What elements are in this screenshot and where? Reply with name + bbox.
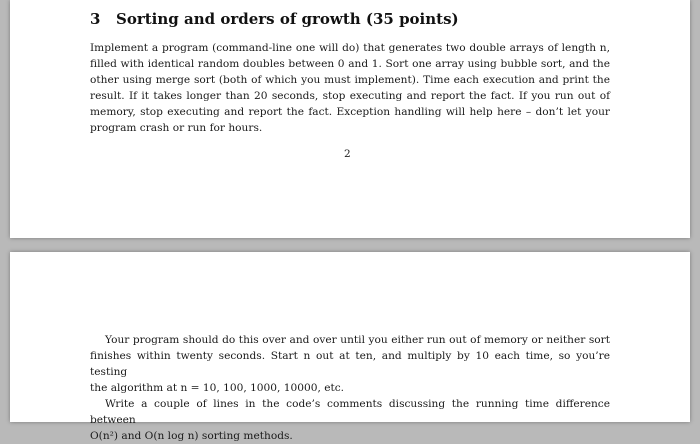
section-title: Sorting and orders of growth (35 points) bbox=[116, 10, 459, 28]
assignment-paragraph bbox=[90, 40, 610, 136]
paragraph-line: the algorithm at n = 10, 100, 1000, 10000, etc. bbox=[90, 382, 345, 394]
paragraph-line: result. If it takes longer than 20 seconds, stop executing and report the fact. If you run out of bbox=[90, 90, 610, 102]
page-number: 2 bbox=[344, 148, 351, 160]
paragraph-line: program crash or run for hours. bbox=[90, 122, 263, 134]
paragraph-line: finishes within twenty seconds. Start n out at ten, and multiply by 10 each time, so you’re testing bbox=[90, 350, 610, 378]
section-number: 3 bbox=[90, 10, 101, 28]
paragraph-line: Implement a program (command-line one will do) that generates two double arrays of length n, bbox=[90, 42, 610, 54]
page-2 bbox=[10, 0, 690, 238]
instructions-paragraph bbox=[90, 332, 610, 444]
paragraph-line: O(n²) and O(n log n) sorting methods. bbox=[90, 430, 293, 442]
paragraph-line: Write a couple of lines in the code’s comments discussing the running time difference between bbox=[90, 398, 610, 426]
paragraph-line: memory, stop executing and report the fact. Exception handling will help here – don’t let your bbox=[90, 106, 610, 118]
paragraph-line: filled with identical random doubles between 0 and 1. Sort one array using bubble sort, and the bbox=[90, 58, 610, 70]
section-heading bbox=[90, 10, 459, 28]
paragraph-line: Your program should do this over and over until you either run out of memory or neither sort bbox=[105, 334, 610, 346]
paragraph-line: other using merge sort (both of which you must implement). Time each execution and print the bbox=[90, 74, 610, 86]
page-3 bbox=[10, 252, 690, 442]
